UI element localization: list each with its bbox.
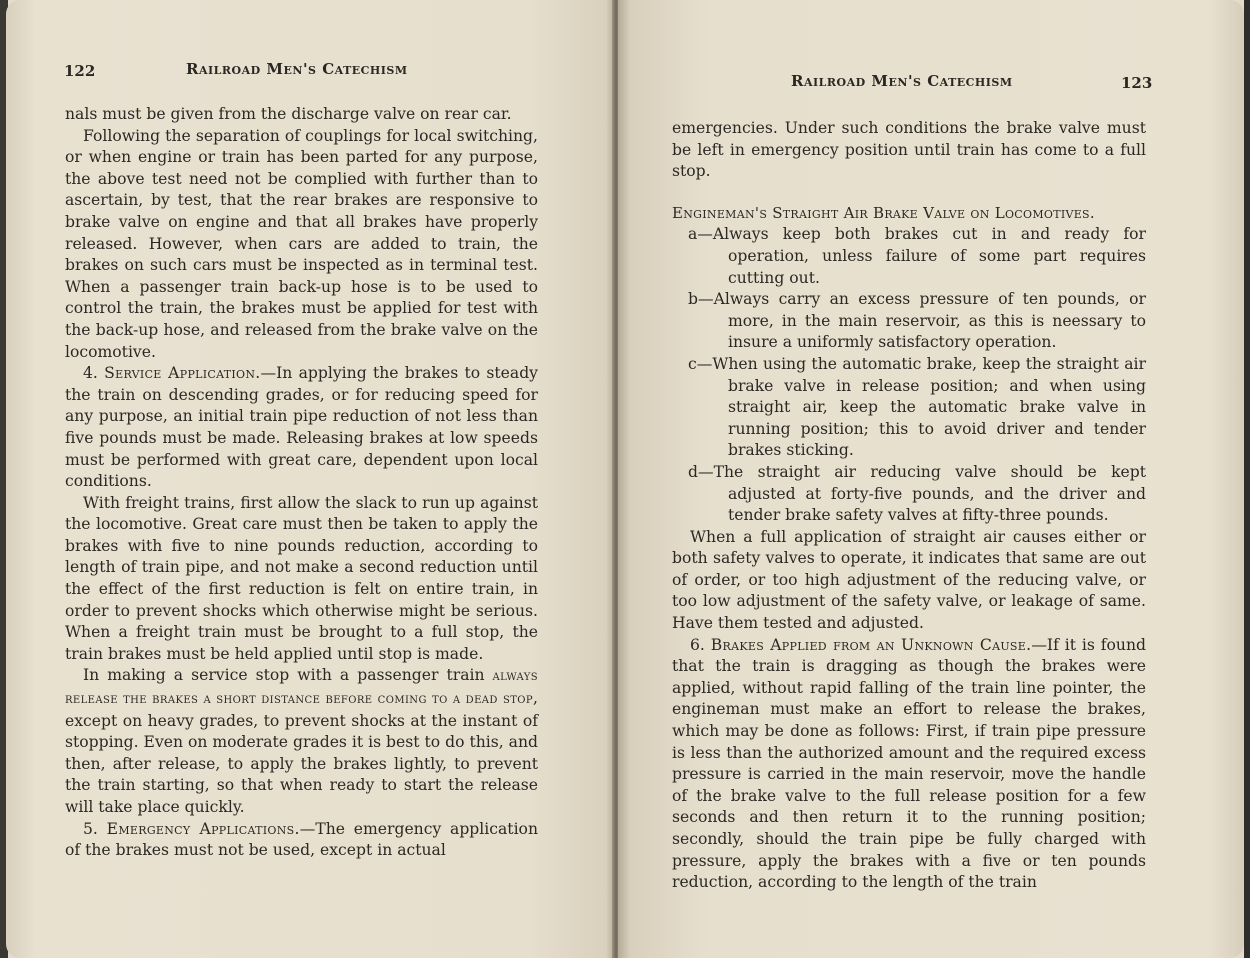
text-run: , except on heavy grades, to prevent shocks at the instant of stopping. Even on moderate grades it is best to do this, and then, after release, to apply the brakes lightly, to prevent the train starting, so that when ready to start the release will take place quickly. [65,689,538,816]
section-body: —If it is found that the train is dragging as though the brakes were applied, without rapid falling of the train line pointer, the engineman must make an effort to release the brakes, which may be done as follows: First, if train pipe pressure is less than the authorized amount and the required excess pressure is carried in the main reservoir, move the handle of the brake valve to the full release position for a few seconds and then return it to the running position; secondly, should the train pipe be fully charged with pressure, apply the brakes with a five or ten pounds reduction, according to the length of the train [672,635,1146,892]
section-number: 5. [83,819,98,838]
section-title: Brakes Applied from an Unknown Cause. [710,635,1032,654]
paragraph: With freight trains, first allow the slack to run up against the locomotive. Great care must then be taken to apply the brakes with five to nine pounds reduction, according to length of train pipe, and not make a second reduction until the effect of the first reduction is felt on entire train, in order to prevent shocks which otherwise might be serious. When a freight train must be brought to a full stop, the train brakes must be held applied until stop is made. [65,493,538,663]
right-page [618,0,1244,958]
section-body: —In applying the brakes to steady the train on descending grades, or for reducing speed for any purpose, an initial train pipe reduction of not less than five pounds must be made. Releasing brakes at low speeds must be performed with great care, dependent upon local conditions. [65,364,538,491]
left-page-body [65,104,538,862]
right-page-body [672,118,1146,894]
paragraph-passenger-stop [65,665,538,818]
emphasis-caps: always release the brakes a short distance before coming to a dead stop [65,668,538,708]
list-item: b—Always carry an excess pressure of ten pounds, or more, in the main reservoir, as this is neessary to insure a uniformly satisfactory operation. [688,290,1146,352]
list-item: d—The straight air reducing valve should be kept adjusted at forty-five pounds, and the driver and tender brake safety valves at fifty-three pounds. [688,462,1146,525]
section-body: —The emergency application of the brakes must not be used, except in actual [65,819,538,860]
running-head-left: Railroad Men's Catechism [186,60,408,78]
list-item: c—When using the automatic brake, keep the straight air brake valve in release position; and when using straight air, keep the automatic brake valve in running position; this to avoid driver and tender brakes sticking. [688,354,1146,460]
page-number-left: 122 [64,62,96,80]
section-heading: Engineman's Straight Air Brake Valve on Locomotives. [672,203,1095,222]
section-title: Service Application. [104,364,261,383]
paragraph: nals must be given from the discharge valve on rear car. [65,105,512,123]
paragraph-unknown-cause [672,635,1146,894]
book-edge-right [1244,0,1250,958]
paragraph-service-application [65,363,538,493]
list-item: a—Always keep both brakes cut in and ready for operation, unless failure of some part requires cutting out. [688,225,1146,287]
paragraph: Following the separation of couplings for local switching, or when engine or train has been parted for any purpose, the above test need not be complied with further than to ascertain, by test, that the rear brakes are responsive to brake valve on engine and that all brakes have properly released. However, when cars are added to train, the brakes on such cars must be inspected as in terminal test. When a passenger train back-up hose is to be used to control the train, the brakes must be applied for test with the back-up hose, and released from the brake valve on the locomotive. [65,126,538,361]
section-title: Emergency Applications. [106,819,300,838]
running-head-right: Railroad Men's Catechism [791,72,1013,90]
section-number: 4. [83,364,98,383]
section-number: 6. [690,635,705,654]
page-number-right: 123 [1121,74,1153,92]
paragraph-emergency-applications [65,819,538,862]
text-run: In making a service stop with a passenger train [83,666,493,685]
paragraph: emergencies. Under such conditions the brake valve must be left in emergency position until train has come to a full stop. [672,119,1146,181]
left-page [6,0,614,958]
paragraph: When a full application of straight air causes either or both safety valves to operate, it indicates that same are out of order, or too high adjustment of the reducing valve, or too low adjustment of the safety valve, or leakage of same. Have them tested and adjusted. [672,527,1146,633]
